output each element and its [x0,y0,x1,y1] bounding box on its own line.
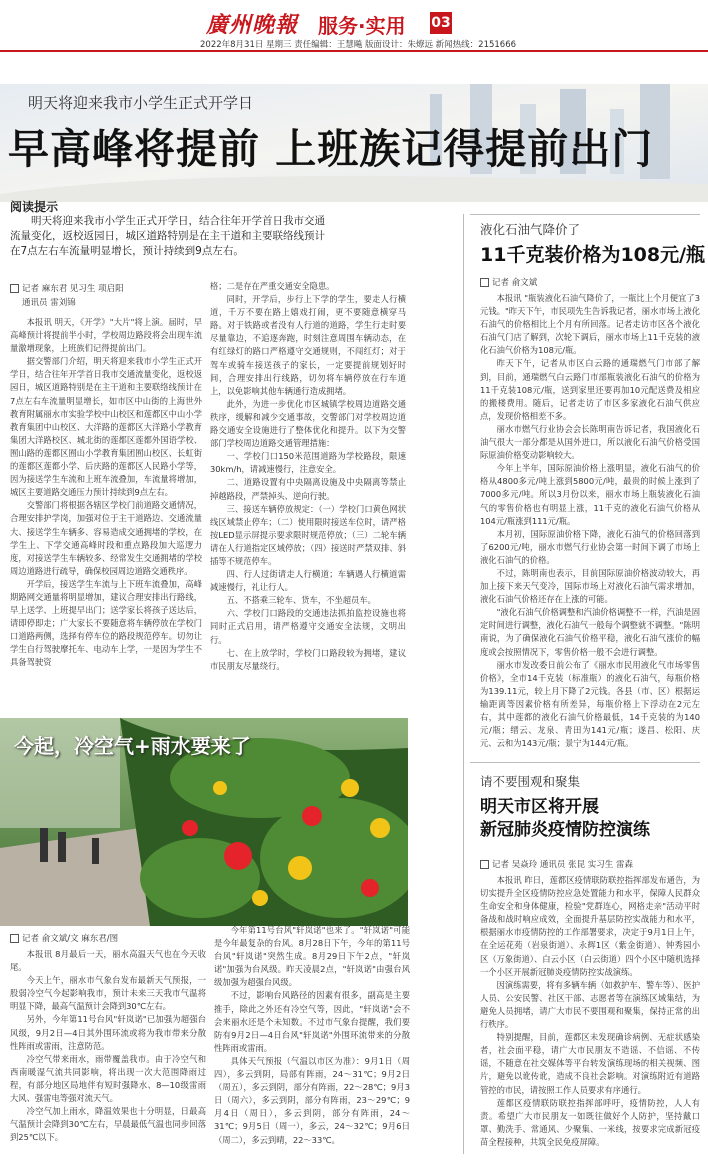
paragraph: 据交警部门介绍，明天将迎来我市小学生正式开学日，结合往年开学首日我市交通流量变化，返校返园日，城区道路特别是在主干道和主要联络线预计在7点左右车流量明显增长，如市区中山街的上海世外教育附属丽水市实验学校中山校区和莲都区中山小学教育集团中山校区、大洋路的莲都区大洋路小学教育集团大洋路校区、城北街的莲都区莲都外国语学校、囿山路的莲都区囿山小学教育集团囿山校区、长虹街的莲都区莲都小学、后庆路的莲都区人民路小学等，因为接送学生车流和上班车流叠加，车流量将增加，城区主要道路交通压力预计持续到9点左右。 [10,356,202,498]
paragraph: 另外，今年第11号台风"轩岚诺"已加强为超强台风级，9月2日—4日其外围环流或将为我市带来分散性阵雨或雷雨，注意防范。 [10,1014,206,1051]
paragraph: 因演练需要，将有多辆车辆（如救护车、警车等）、医护人员、公安民警、社区干部、志愿者等在演练区域集结，为避免人员拥堵，请广大市民不要围观和聚集，保持正常的出行秩序。 [480,979,700,1030]
section-rule [470,214,700,215]
weather-caption: 记者 俞文斌/文 麻东君/图 [10,932,118,944]
paragraph: 一、学校门口150米范围道路为学校路段，限速30km/h，请减速慢行，注意安全。 [210,451,406,475]
lead-headline: 早高峰将提前 上班族记得提前出门 [8,125,654,173]
epidemic-byline: 记者 吴焱玲 通讯员 张昆 实习生 雷森 [480,858,633,870]
paragraph: 交警部门将根据各辖区学校门前道路交通情况，合理安排护学岗，加强对位于主干道路边、交通流量大、接送学生车辆多、容易造成交通拥堵的学校，在学生上、下学交通高峰时段和重点路段加大巡逻力度，对接送学生车辆较多、经常发生交通拥堵的学校周边道路进行疏导，确保校园周边道路交通秩序。 [10,500,202,576]
masthead [0,0,708,48]
lead-kicker: 明天将迎来我市小学生正式开学日 [28,94,254,112]
paragraph: 此外，为进一步优化市区城镇学校周边道路交通秩序，缓解和减少交通事故，交警部门对学校周边道路交通安全设施进行了整体优化和提升。以下为交警部门学校周边道路交通管理措施： [210,398,406,449]
lead-summary: 明天将迎来我市小学生正式开学日，结合往年开学首日我市交通流量变化，返校返园日，城区道路特别是在主干道和主要联络线预计在7点左右车流量明显增长，预计持续到9点左右。 [10,215,325,257]
paragraph: 丽水市燃气行业协会会长陈明南告诉记者，我国液化石油气很大一部分都是从国外进口，所以液化石油气价格受国际原油价格变动影响较大。 [480,423,700,461]
lpg-title: 11千克装价格为108元/瓶 [480,244,706,266]
column-divider [463,214,464,1154]
weather-photo [0,718,408,926]
paragraph: 本报讯 "瓶装液化石油气降价了，一瓶比上个月便宜了3元钱。"昨天下午，市民项先生告诉我记者，丽水市场上液化石油气的价格相比上个月有所回落。记者走访市区各个液化石油气门店了解到，次轮下调后，丽水市场上11千克装的液化石油气价格为108元/瓶。 [480,293,700,356]
epidemic-title-line-1: 明天市区将开展 [480,797,599,817]
newspaper-logo: 廣州晚報 [206,12,299,38]
paragraph: 本报讯 8月最后一天，丽水高温天气也在今天收尾。 [10,949,206,973]
paragraph: 三、接送车辆停放规定：（一）学校门口黄色网状线区域禁止停车；（二）使用限时接送车位时，请严格按LED显示屏提示要求限时规范停放；（三）二轮车辆请在人行道指定区域停放；（四）接送时严禁双排、斜插等不规范停车。 [210,503,406,566]
section-rule [470,762,700,763]
paragraph: 五、不搭乘三轮车、货车，不坐超员车。 [226,595,376,606]
weather-column-2 [214,924,410,1156]
paragraph: 丽水市发改委日前公布了《丽水市民用液化气市场零售价格》，全市14千克装（标准瓶）的液化石油气，每瓶价格为139.11元，较上月下降了2元钱。各县（市、区）根据运输距离等因素价格有所差异，每瓶价格上下浮动在2元左右，其中莲都的液化石油气价格最低，14千克装的为140元/瓶；缙云、龙泉、青田为141元/瓶；遂昌、松阳、庆元、云和为143元/瓶；景宁为144元/瓶。 [480,659,700,749]
lpg-byline: 记者 俞文斌 [480,276,537,288]
paragraph: 开学后，接送学生车流与上下班车流叠加，高峰期路网交通量将明显增加，建议合理安排出行路线，早上送学、上班提早出门；送学家长将孩子送达后，请即停即走；广大家长不要随意将车辆停放在学校门口道路两侧，选择有停车位的路段规范停车。切勿让学生自行驾驶摩托车、电动车上学，一是因为学生不具备驾驶资 [10,578,202,668]
paragraph: "液化石油气价格调整和汽油价格调整不一样，汽油是固定时间进行调整，液化石油气一般每个调整就不调整。"陈明南说，为了确保液化石油气价格平稳，液化石油气涨价的幅度或会按照情况下，零售价格一般不会进行调整。 [480,607,700,657]
paragraph: 七、在上放学时，学校门口路段较为拥堵，建议市民朋友尽量绕行。 [210,647,406,671]
lead-column-2 [210,280,406,714]
paragraph: 冷空气加上雨水，降温效果也十分明显，日最高气温预计会降到30℃左右，早晨最低气温也同步回落到25℃以下。 [10,1106,206,1143]
byline-box-icon [10,934,19,943]
paragraph: 今年第11号台风"轩岚诺"也来了。"轩岚诺"可能是今年最复杂的台风。8月28日下午，今年的第11号台风"轩岚诺"突然生成。8月29日下午2点，"轩岚诺"加强为台风级。昨天凌晨2点，"轩岚诺"由强台风级加强为超强台风级。 [214,925,410,988]
lead-byline: 记者 麻东君 见习生 项启阳 [10,282,124,294]
paragraph: 特别提醒，目前，莲都区未发现确诊病例、无症状感染者，社会面平稳，请广大市民朋友不造谣、不信谣、不传谣，不随意在社交媒体等平台转发演练现场的相关视频、图片，避免以讹传讹，造成不良社会影响。对演练附近有道路管控的市民，请按照工作人员要求有序通行。 [480,1032,700,1095]
paragraph: 冷空气带来雨水，雨带覆盖我市。由于冷空气和西南暖湿气流共同影响，将出现一次大范围降雨过程，有部分地区局地伴有短时强降水、8—10级雷雨大风、强雷电等强对流天气。 [10,1053,206,1104]
summary-label: 阅读提示 [10,200,59,214]
page-number: 03 [430,12,452,34]
weather-column-1 [10,948,206,1156]
paragraph: 四、行人过街请走人行横道；车辆遇人行横道需减速慢行，礼让行人。 [210,569,406,593]
paragraph: 本月初，国际原油价格下降，液化石油气的价格回落到了6200元/吨，丽水市燃气行业协会第一时间下调了市场上液化石油气的价格。 [480,528,700,565]
paragraph: 不过，陈明南也表示，目前国际原油价格波动较大，再加上接下来天气变冷，国际市场上对液化石油气需求增加，液化石油气价格还存在上涨的可能。 [480,567,700,605]
epidemic-kicker: 请不要围观和聚集 [480,774,581,789]
weather-photo-title: 今起，冷空气+雨水要来了 [14,734,251,758]
paragraph: 二、道路设置有中央隔离设施及中央隔离等禁止掉越路段，严禁掉头、逆向行驶。 [210,477,406,501]
paragraph: 同时，开学后，步行上下学的学生，要走人行横道，千万不要在路上嬉戏打闹，更不要随意横穿马路。对于铁路或者没有人行道的道路，学生行走时要尽量靠边，不追逐奔跑，时刻注意周围车辆动态，在有红绿灯的路口严格遵守交通规则，不闯红灯；对于驾车或骑车接送孩子的家长，一定要提前规划好时间，合理安排出行线路，切勿将车辆停放在行车道上，以免影响其他车辆通行造成拥堵。 [210,294,406,396]
top-rule [0,50,708,52]
paragraph: 不过，影响台风路径的因素有很多，副高是主要推手，除此之外还有冷空气等，因此，"轩岚诺"会不会来丽水还是个未知数。不过市气象台提醒，我们要防有9月2日—4日台风"轩岚诺"外围环流带来的分散性阵雨或雷雨。 [214,990,410,1053]
paragraph: 今天上午，丽水市气象台发布最新天气预报，一股弱冷空气今起影响我市，预计未来三天我市气温将明显下降，最高气温预计会降到30℃左右。 [10,975,206,1012]
lpg-article [480,292,700,754]
byline-box-icon [480,278,489,287]
paragraph: 格；二是存在严重交通安全隐患。 [210,281,335,291]
paragraph: 昨天下午，记者从市区白云路的通瑞燃气门市部了解到，目前，通瑞燃气白云路门市部瓶装液化石油气的价格为11千克装108元/瓶，送到家里还要再加10元配送费及相应的搬楼费用。随后，记者走访了市区多家液化石油气供应点，发现价格相差不多。 [480,358,700,421]
epidemic-article [480,874,700,1156]
paragraph: 本报讯 昨日，莲都区疫情联防联控指挥部发布通告，为切实提升全区疫情防控应急处置能力和水平，保障人民群众生命安全和身体健康，检验"党群连心，网格走亲"活动平时备战和战时响应成效，全面提升基层防控实战能力和水平，根据丽水市疫情防控的工作部署要求，决定于9月1日上午，在全运花苑（岩泉街道）、永辉1区（紫金街道）、钟秀园小区（万象街道）、白云小区（白云街道）四个小区中随机选择一个小区开展新冠肺炎疫情防控实战演练。 [480,875,700,977]
section-title: 服务·实用 [318,14,406,38]
paragraph: 莲都区疫情联防联控指挥部呼吁，疫情防控，人人有责。希望广大市民朋友一如既往做好个人防护，坚持戴口罩、勤洗手、常通风、少聚集、一米线，按要求完成新冠疫苗全程接种，共筑全民免疫屏障。 [480,1097,700,1147]
byline-box-icon [10,284,19,293]
epidemic-title [480,796,650,842]
paragraph: 今年上半年，国际原油价格上涨明显，液化石油气的价格从4800多元/吨上涨到5800元/吨，最贵的时候上涨到了7000多元/吨。所以3月份以来，丽水市场上瓶装液化石油气的零售价格也有明显上涨，11千克的液化石油气价格从104元/瓶涨到111元/瓶。 [480,463,700,526]
paragraph: 本报讯 明天，《开学》"大片"将上演。届时，早高峰预计将提前半小时，学校周边路段将会出现车流量激增现象，上班族们记得提前出门。 [10,317,202,354]
epidemic-title-line-2: 新冠肺炎疫情防控演练 [480,820,650,840]
lpg-kicker: 液化石油气降价了 [480,222,581,237]
byline-box-icon [480,860,489,869]
paragraph: 具体天气预报（气温以市区为准）：9月1日（周四），多云到阴，局部有阵雨，24～31℃；9月2日（周五），多云到阴，部分有阵雨，22～28℃；9月3日（周六），多云到阴，部分有阵雨，23～29℃；9月4日（周日），多云到阴，部分有阵雨，24～31℃；9月5日（周一），多云，24～32℃；9月6日（周二），多云到晴，22～33℃。 [214,1055,410,1145]
lead-column-1 [10,316,202,714]
paragraph: 六、学校门口路段的交通违法抓拍监控设施也将同时正式启用，请严格遵守交通安全法规，文明出行。 [210,608,406,645]
lead-byline-2: 通讯员 雷刘锦 [22,298,76,308]
edition-info: 2022年8月31日 星期三 责任编辑：王慧飚 版面设计：朱燎远 新闻热线：2151666 [200,40,517,50]
